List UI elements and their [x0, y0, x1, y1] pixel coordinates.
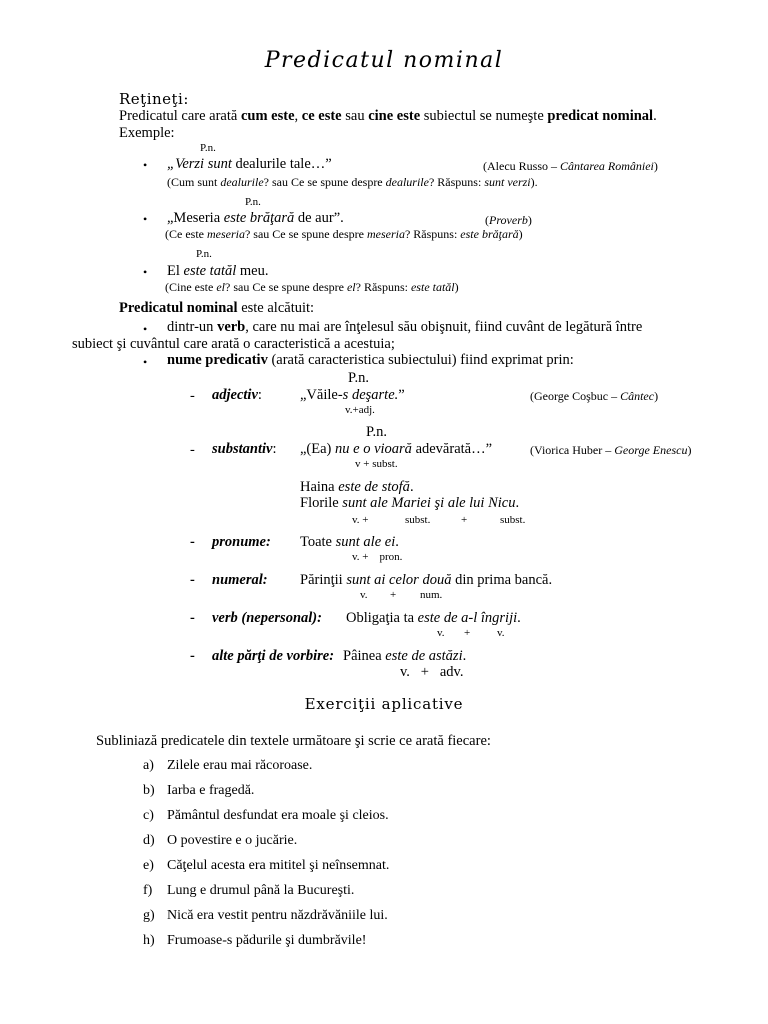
dash: - [190, 534, 195, 550]
exercise-letter: a) [143, 758, 154, 773]
formula-part: + [461, 514, 468, 526]
example-source: (Proverb) [485, 213, 532, 227]
bullet: • [143, 158, 148, 172]
exercise-letter: e) [143, 858, 154, 873]
bullet: • [143, 212, 148, 226]
formula-part: v. + [352, 514, 369, 526]
exercise-item: Pământul desfundat era moale şi cleios. [167, 808, 389, 823]
section-heading-retineti: Reţineţi: [119, 90, 189, 108]
exercise-item: Frumoase-s pădurile şi dumbrăvile! [167, 933, 367, 948]
part-example-pronume: Toate sunt ale ei. [300, 534, 399, 550]
pn-label: P.n. [348, 370, 369, 386]
part-example-numeral: Părinţii sunt ai celor două din prima bancă. [300, 572, 553, 588]
part-example-verb: Obligaţia ta este de a-l îngriji. [346, 610, 521, 626]
dash: - [190, 442, 195, 458]
example-note: (Cum sunt dealurile? sau Ce se spune despre dealurile? Răspuns: sunt verzi). [167, 175, 538, 189]
section-heading-exercitii: Exerciţii aplicative [304, 695, 464, 713]
exercise-item: Lung e drumul până la Bucureşti. [167, 883, 355, 898]
exercise-letter: f) [143, 883, 153, 898]
pn-label: P.n. [196, 248, 212, 260]
bullet: • [143, 265, 148, 279]
dash: - [190, 648, 195, 664]
formula-part: v. [437, 627, 445, 639]
pn-label: P.n. [366, 424, 387, 440]
exercise-item: Zilele erau mai răcoroase. [167, 758, 313, 773]
example-sentence: El este tatăl meu. [167, 263, 269, 279]
formula: v. + pron. [352, 551, 403, 563]
part-label-pronume: pronume: [212, 534, 271, 550]
formula: v. + adv. [400, 664, 464, 680]
composition-item-nume: nume predicativ (arată caracteristica subiectului) fiind exprimat prin: [167, 352, 574, 368]
example-sentence: „Meseria este brăţară de aur”. [167, 210, 344, 226]
part-example-substantiv-2: Haina este de stofă. [300, 479, 414, 495]
exercise-item: Nică era vestit pentru năzdrăvăniile lui. [167, 908, 388, 923]
part-label-substantiv: substantiv: [212, 441, 277, 457]
formula-part: + [390, 589, 397, 601]
part-example-substantiv: „(Ea) nu e o vioară adevărată…” [300, 441, 493, 457]
part-label-alte: alte părţi de vorbire: [212, 648, 335, 664]
exercise-letter: c) [143, 808, 154, 823]
formula: v + subst. [355, 458, 398, 470]
formula: v.+adj. [345, 404, 375, 416]
formula-part: subst. [500, 514, 526, 526]
exercise-item: O povestire e o jucărie. [167, 833, 298, 848]
example-source: (Alecu Russo – Cântarea României) [483, 159, 658, 173]
pn-label: P.n. [200, 142, 216, 154]
example-source: (Viorica Huber – George Enescu) [530, 443, 692, 457]
definition-line: Predicatul care arată cum este, ce este sau cine este subiectul se numeşte predicat nominal. [119, 108, 657, 124]
formula-part: subst. [405, 514, 431, 526]
pn-label: P.n. [245, 196, 261, 208]
part-example-adjectiv: „Văile-s deşarte.” [300, 387, 405, 403]
bullet: • [143, 322, 148, 336]
part-label-verb: verb (nepersonal): [212, 610, 322, 626]
formula-part: v. [360, 589, 368, 601]
examples-label: Exemple: [119, 125, 175, 141]
dash: - [190, 610, 195, 626]
exercise-item: Iarba e fragedă. [167, 783, 255, 798]
dash: - [190, 572, 195, 588]
example-note: (Cine este el? sau Ce se spune despre el? Răspuns: este tatăl) [165, 280, 459, 294]
exercise-letter: h) [143, 933, 155, 948]
example-sentence: „Verzi sunt dealurile tale…” [167, 156, 332, 172]
exercise-letter: d) [143, 833, 155, 848]
part-label-numeral: numeral: [212, 572, 268, 588]
exercise-letter: g) [143, 908, 155, 923]
part-example-substantiv-3: Florile sunt ale Mariei şi ale lui Nicu. [300, 495, 520, 511]
exercise-instruction: Subliniază predicatele din textele următoare şi scrie ce arată fiecare: [96, 733, 491, 749]
example-source: (George Coşbuc – Cântec) [530, 389, 659, 403]
bullet: • [143, 355, 148, 369]
composition-item-verb-line2: subiect şi cuvântul care arată o caracteristică a acestuia; [72, 336, 395, 352]
part-label-adjectiv: adjectiv: [212, 387, 262, 403]
formula-part: v. [497, 627, 505, 639]
composition-item-verb: dintr-un verb, care nu mai are înţelesul său obişnuit, fiind cuvânt de legătură între [167, 319, 643, 335]
formula-part: + [464, 627, 471, 639]
formula-part: num. [420, 589, 443, 601]
exercise-letter: b) [143, 783, 155, 798]
composition-heading: Predicatul nominal este alcătuit: [119, 300, 315, 316]
part-example-alte: Pâinea este de astăzi. [343, 648, 467, 664]
exercise-item: Căţelul acesta era mititel şi neînsemnat. [167, 858, 390, 873]
example-note: (Ce este meseria? sau Ce se spune despre meseria? Răspuns: este brăţară) [165, 227, 523, 241]
dash: - [190, 388, 195, 404]
page-title: Predicatul nominal [264, 48, 504, 73]
